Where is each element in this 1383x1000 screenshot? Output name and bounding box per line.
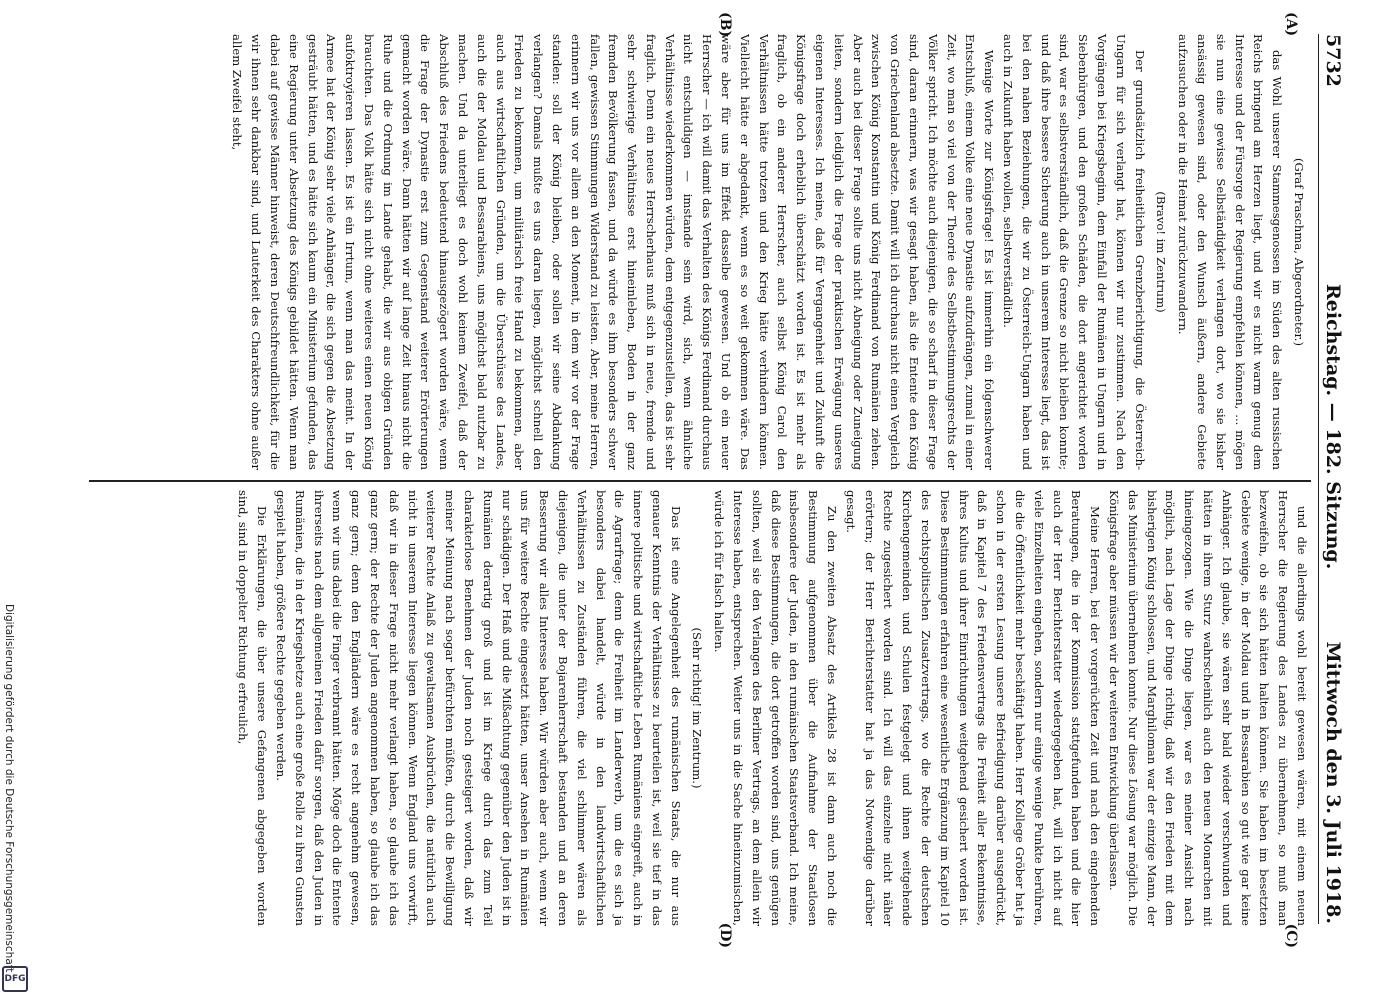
paragraph: Die Erklärungen, die über unsere Gefangenen abgegeben worden sind, sind in doppelter Richtung erfreulich,	[236, 490, 270, 926]
margin-marker-c: (C)	[1283, 923, 1299, 948]
funding-text: Digitalisierung gefördert durch die Deutsche Forschungsgemeinschaft	[3, 604, 15, 973]
page-title: Reichstag. — 182. Sitzung.	[1322, 284, 1344, 570]
dfg-logo: DFG	[2, 966, 28, 992]
paragraph: Das ist eine Angelegenheit des rumänischen Staats, die nur aus genauer Kenntnis der Verhältnisse zu beurteilen ist, weil sie tief in das innere politische und wirtschaftliche Leben Rumäniens eingreift, auch in die Agrarfrage; denn die Freiheit im Landerwerb, um die es sich ja besonders dabei handelt, würde in den landwirtschaftlichen Verhältnissen zu Zuständen führen, die viel schlimmer wären als diejenigen, die unter der Bojarenherrschaft bestanden und an deren Besserung wir alles Interesse haben. Wir würden aber auch, wenn wir uns für weitere Rechte eingesetzt hätten, unser Ansehen in Rumänien nur schädigen. Der Haß und die Mißachtung gegenüber den Juden ist in Rumänien derartig groß und ist im Kriege durch das zum Teil charakterlose Benehmen der Juden noch gesteigert worden, daß wir meiner Meinung nach sogar befürchten müßten, durch die Bewilligung weiterer Rechte Anlaß zu gewaltsamen Ausbrüchen, die natürlich auch nicht in unserem Interesse liegen können. Wenn England uns vorwirft, daß wir in dieser Frage nicht mehr verlangt haben, so glaube ich das ganz gern; der Rechte der Juden angenommen haben, so glaube ich das ganz gern; denn den Engländern wäre es recht angenehm gewesen, wenn wir uns dabei die Finger verbrannt hätten. Möge doch die Entente ihrerseits nach dem allgemeinen Frieden dafür sorgen, daß den Juden in Rumänien, die in der Kriegshetze auch eine große Rolle zu ihren Gunsten gespielt haben, größere Rechte gegeben werden.	[273, 490, 683, 926]
paragraph: Meine Herren, bei der vorgerückten Zeit und nach den eingehenden Beratungen, die in der Kommission stattgefunden haben und die hier auch der Herr Berichterstatter wiedergegeben hat, will ich nicht auf viele Einzelheiten eingehen, sondern nur einige wenige Punkte berühren, die die Öffentlichkeit mehr beschäftigt haben. Herr Kollege Gröber hat ja schon in der ersten Lesung unsere Befriedigung darüber ausgedrückt, daß in Kapitel 7 des Friedensvertrags die Freiheit aller Bekenntnisse, ihres Kultus und ihrer Einrichtungen weitgehend gesichert worden ist. Diese Bestimmungen erfahren eine wesentliche Ergänzung im Kapitel 10 des rechtspolitischen Zusatzvertrags, wo die Rechte der deutschen Kirchengemeinden und Schulen festgelegt und ihnen weitgehende Rechte zugesichert worden sind. Ich will das einzelne nicht näher erörtern; der Herr Berichterstatter hat ja das Notwendige darüber gesagt.	[843, 490, 1103, 926]
paragraph: Der grundsätzlich freiheitlichen Grenzberichtigung, die Österreich-Ungarn für sich verlangt hat, können wir nur zustimmen. Nach den Vorgängen bei Kriegsbeginn, dem Einfall der Rumänen in Ungarn und in Siebenbürgen, und den großen Schäden, die dort angerichtet worden sind, war es selbstverständlich, daß die Grenze so nicht bleiben konnte; und daß ihre bessere Sicherung auch in unserem Interesse liegt, das ist bei den nahen Beziehungen, die wir zu Österreich-Ungarn haben und auch in Zukunft haben wollen, selbstverständlich.	[1001, 34, 1147, 470]
page-date: Mittwoch den 3. Juli 1918.	[1322, 641, 1344, 924]
interjection: (Bravo! im Zentrum)	[1154, 191, 1169, 313]
right-column	[89, 490, 1311, 926]
paragraph: das Wohl unserer Stammesgenossen im Süden des alten russischen Reichs bringend am Herzen liegt, und wir es nicht warm genug dem Interesse und der Fürsorge der Regierung empfehlen können, ... mögen sie nun eine gewisse Selbständigkeit verlangen dort, wo sie bisher ansässig gewesen sind, oder den Wunsch äußern, andere Gebiete aufzusuchen oder in die Heimat zurückzuwandern.	[1176, 34, 1285, 470]
page-number: 5732	[1322, 34, 1344, 87]
funding-sidenote	[2, 0, 18, 1000]
page-header	[1318, 34, 1347, 924]
column-divider	[89, 480, 1311, 482]
paragraph: Zu den zweiten Absatz des Artikels 28 ist dann auch noch die Bestimmung aufgenommen über die Aufnahme der Staatlosen insbesondere der Juden, in den rumänischen Staatsverband. Ich meine, daß diese Bestimmungen, die dort getroffen worden sind, uns genügen sollten, weil sie den Verlangen des Berliner Vertrags, an dem allein wir Interesse haben, entsprechen. Weiter uns in die Sache hineinzumischen, würde ich für falsch halten.	[712, 490, 840, 926]
margin-marker-d: (D)	[717, 922, 733, 948]
left-column	[89, 34, 1311, 470]
margin-marker-b: (B)	[717, 12, 733, 38]
paragraph: Wenige Worte zur Königsfrage! Es ist immerhin ein folgenschwerer Entschluß, einem Volke eine neue Dynastie aufzudrängen, zumal in einer Zeit, wo man so viel von der Theorie des Selbstbestimmungsrechts der Völker spricht. Ich möchte auch diejenigen, die so scharf in dieser Frage sind, daran erinnern, was wir gesagt haben, als die Entente den König von Griechenland absetzte. Damit will ich durchaus nicht einen Vergleich zwischen König Konstantin und König Ferdinand von Rumänien ziehen. Aber auch bei dieser Frage sollte uns nicht Abneigung oder Zuneigung leiten, sondern lediglich die Frage der praktischen Erwägung unseres eigenen Interesses. Ich meine, daß für Vergangenheit und Zukunft die Königsfrage doch erheblich überschätzt worden ist. Es ist mehr als fraglich, ob ein anderer Herrscher, auch selbst König Carol den Verhältnissen hätte trotzen und den Krieg hätte verhindern können. Vielleicht hätte er abgedankt, wenn es so weit gekommen wäre. Das wäre aber für uns im Effekt dasselbe gewesen. Und ob ein neuer Herrscher — ich will damit das Verhalten des Königs Ferdinand durchaus nicht entschuldigen — imstande sein wird, sich, wenn ähnliche Verhältnisse wiederkommen würden, dem entgegenzustellen, das ist sehr fraglich. Denn ein neues Herrscherhaus muß sich in neue, fremde und sehr schwierige Verhältnisse erst hineinleben, Boden in der ganz fremden Bevölkerung fassen, und da würde es ihm besonders schwer fallen, gewissen Stimmungen Widerstand zu leisten. Aber, meine Herren, erinnern wir uns vor allem an den Moment, in dem wir vor der Frage standen: soll der König bleiben, oder sollen wir seine Abdankung verlangen? Damals mußte es uns daran liegen, möglichst schnell den Frieden zu bekommen, um militärisch freie Hand zu bekommen, aber auch aus wirtschaftlichen Gründen, um die Überschüsse des Landes, auch die der Moldau und Bessarabiens, uns möglichst bald nutzbar zu machen. Und da unterliegt es doch wohl keinem Zweifel, daß der Abschluß des Friedens bedeutend hinausgezögert worden wäre, wenn die Frage der Dynastie erst zum Gegenstand weiterer Erörterungen gemacht worden wäre. Dann hätten wir auf lange Zeit hinaus nicht die Ruhe und die Ordnung im Lande gehabt, die wir aus obigen Gründen brauchten. Das Volk hätte sich nicht ohne weiteres einen neuen König aufoktroyieren lassen. Es ist ein Irrtum, wenn man das meint. In der Armee hat der König sehr viele Anhänger, die sich gegen die Absetzung gesträubt hätten, und es hätte sich kaum ein Ministerium gefunden, das eine Regierung unter Absetzung des Königs gebildet hätten. Wenn man dabei auf gewisse Männer hinweist, deren Deutschfreundlichkeit, für die wir ihnen sehr dankbar sind, und Lauterkeit des Charakters ohne außer allem Zweifel steht,	[230, 34, 997, 470]
paragraph: und die allerdings wohl bereit gewesen wären, mit einem neuen Herrscher die Regierung des Landes zu übernehmen, so muß man bezweifeln, ob sie sich hätten halten können. Sie haben im besetzten Gebiete wenige, in der Moldau und in Bessarabien so gut wie gar keine Anhänger. Ich glaube, sie wären sehr bald wieder verschwunden und hätten in ihrem Sturz wahrscheinlich auch den neuen Monarchen mit hineingezogen. Wie die Dinge liegen, war es meiner Ansicht nach möglich, nach Lage der Dinge richtig, daß wir den Frieden mit dem bisherigen König schlossen, und Marghiloman war der einzige Mann, der das Ministerium übernehmen konnte. Nur diese Lösung war möglich. Die Königsfrage aber müssen wir der weiteren Entwicklung überlassen.	[1107, 490, 1309, 926]
interjection: (Sehr richtig! im Zentrum.)	[690, 627, 705, 789]
margin-marker-a: (A)	[1283, 12, 1299, 37]
speaker-line: (Graf Praschma, Abgeordneter.)	[1292, 157, 1306, 346]
